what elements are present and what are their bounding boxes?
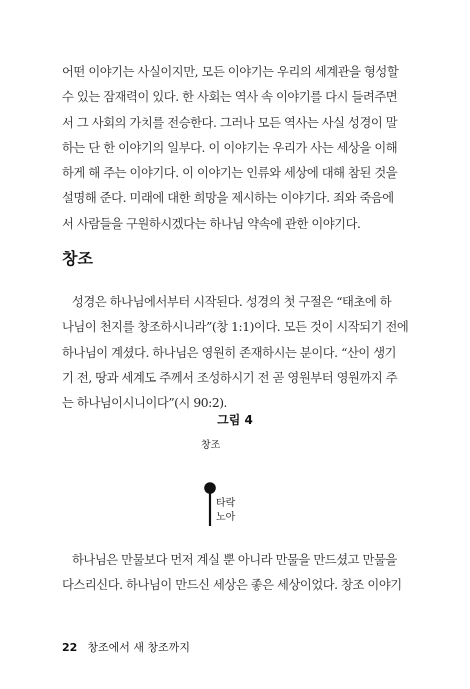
timeline-figure: [190, 436, 270, 528]
text-line: 하게 해 주는 이야기다. 이 이야기는 인류와 세상에 대해 참된 것을: [62, 166, 398, 181]
figure-title: 그림 4: [217, 413, 253, 427]
text-line: 하나님은 만물보다 먼저 계실 뿐 아니라 만물을 만드셨고 만물을: [72, 553, 397, 567]
text-line: 서 그 사회의 가치를 전승한다. 그러나 모든 역사는 사실 성경이 말: [62, 115, 398, 130]
text-line: 다스리신다. 하나님이 만드신 세상은 좋은 세상이었다. 창조 이야기: [62, 578, 402, 593]
text-line: 수 있는 잠재력이 있다. 한 사회는 역사 속 이야기를 다시 들려주면: [62, 90, 398, 105]
text-line: 서 사람들을 구원하시겠다는 하나님 약속에 관한 이야기다.: [62, 216, 361, 231]
figure-label-fall: 타락: [216, 498, 236, 509]
figure-label-noah: 노아: [216, 512, 236, 523]
paragraph-intro: [62, 60, 399, 237]
text-line: 하는 단 한 이야기의 일부다. 이 이야기는 우리가 사는 세상을 이해: [62, 140, 398, 155]
text-line: 나님이 천지를 창조하시니라”(창 1:1)이다. 모든 것이 시작되기 전에: [62, 320, 409, 335]
figure-label-creation: 창조: [201, 440, 221, 451]
text-line: 하나님이 계셨다. 하나님은 영원히 존재하시는 분이다. “산이 생기: [62, 345, 397, 360]
page-number: 22: [62, 641, 78, 654]
text-line: 는 하나님이시니이다”(시 90:2).: [62, 396, 228, 411]
paragraph-sovereignty: [62, 548, 402, 599]
text-line: 어떤 이야기는 사실이지만, 모든 이야기는 우리의 세계관을 형성할: [62, 65, 399, 79]
text-line: 기 전, 땅과 세계도 주께서 조성하시기 전 곧 영원부터 영원까지 주: [62, 370, 398, 385]
text-line: 설명해 준다. 미래에 대한 희망을 제시하는 이야기다. 죄와 죽음에: [62, 191, 394, 206]
paragraph-creation: [62, 290, 409, 416]
running-title: 창조에서 새 창조까지: [87, 641, 190, 654]
text-line: 성경은 하나님에서부터 시작된다. 성경의 첫 구절은 “태초에 하: [72, 295, 392, 309]
creation-dot: [204, 482, 216, 494]
page-footer: [62, 639, 190, 655]
section-heading: 창조: [62, 249, 93, 268]
